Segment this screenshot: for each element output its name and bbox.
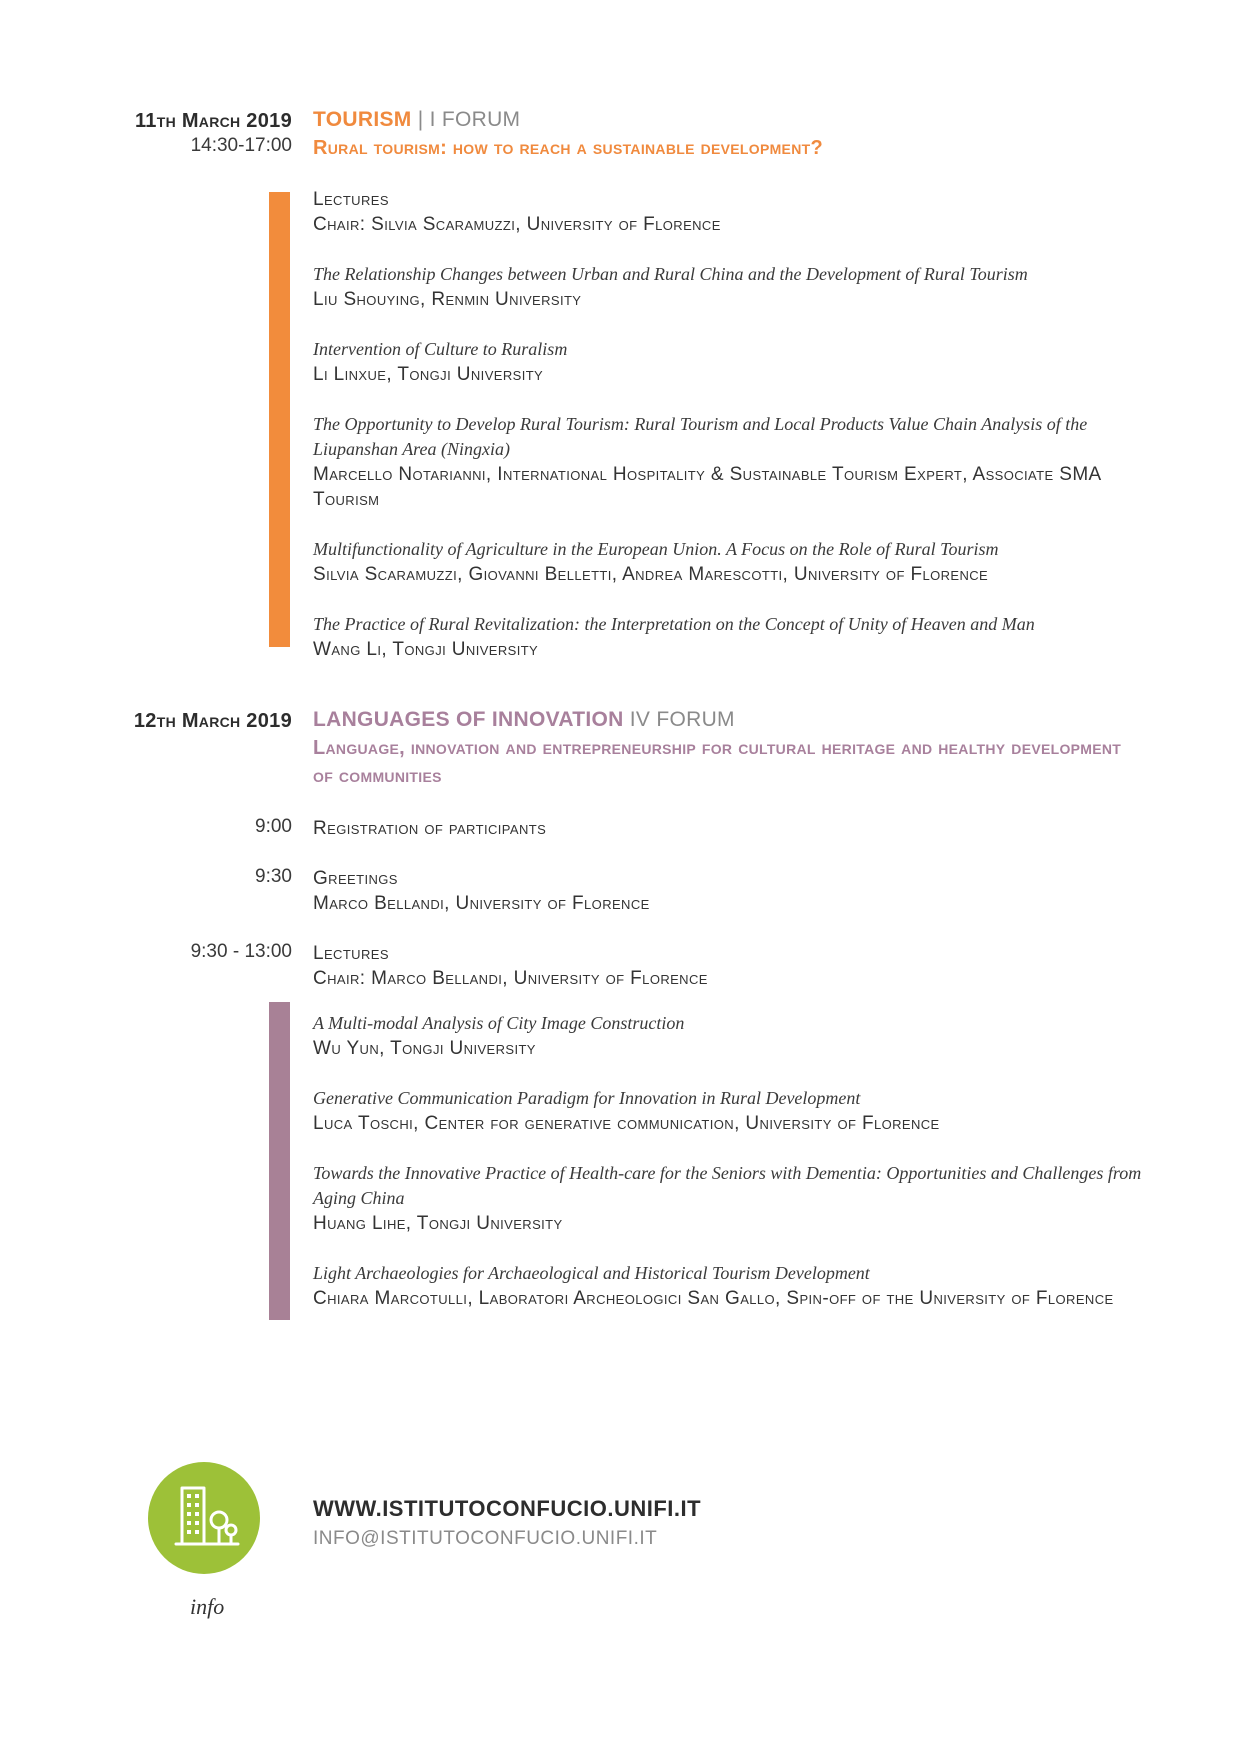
building-tree-icon bbox=[148, 1462, 260, 1574]
email-link[interactable]: INFO@ISTITUTOCONFUCIO.UNIFI.IT bbox=[313, 1528, 658, 1549]
talk-title: Intervention of Culture to Ruralism bbox=[313, 339, 568, 359]
website-link[interactable]: WWW.ISTITUTOCONFUCIO.UNIFI.IT bbox=[313, 1496, 702, 1521]
day2-program bbox=[313, 1011, 1143, 1336]
day2-header bbox=[313, 708, 1143, 790]
day2-accent-bar bbox=[269, 1002, 290, 1320]
day1-forum-name: TOURISM bbox=[313, 108, 412, 131]
talk-item bbox=[313, 612, 1143, 662]
schedule-label: Registration of participants bbox=[313, 818, 547, 839]
talk-item bbox=[313, 1161, 1143, 1236]
talk-item bbox=[313, 262, 1143, 312]
talk-title: Towards the Innovative Practice of Health-care for the Seniors with Dementia: Opportunities and Challenges from Aging China bbox=[313, 1163, 1142, 1208]
day2-date: 12th March 2019 bbox=[133, 710, 292, 732]
day1-lectures-heading: Lectures bbox=[313, 189, 389, 210]
schedule-row bbox=[313, 866, 1143, 916]
talk-item bbox=[313, 1011, 1143, 1061]
day1-time: 14:30-17:00 bbox=[190, 135, 292, 156]
schedule-time: 9:30 - 13:00 bbox=[190, 941, 292, 962]
talk-speaker: Wang Li, Tongji University bbox=[313, 639, 539, 660]
talk-speaker: Luca Toschi, Center for generative communication, University of Florence bbox=[313, 1113, 940, 1134]
talk-title: Multifunctionality of Agriculture in the European Union. A Focus on the Role of Rural Tourism bbox=[313, 539, 999, 559]
info-label: info bbox=[190, 1594, 225, 1619]
day1-date: 11th March 2019 bbox=[134, 110, 292, 132]
talk-item bbox=[313, 1086, 1143, 1136]
talk-item bbox=[313, 537, 1143, 587]
day1-forum-number: | I FORUM bbox=[417, 108, 521, 131]
schedule-detail: Marco Bellandi, University of Florence bbox=[313, 893, 650, 914]
talk-title: Generative Communication Paradigm for Innovation in Rural Development bbox=[313, 1088, 861, 1108]
talk-speaker: Li Linxue, Tongji University bbox=[313, 364, 544, 385]
schedule-detail: Chair: Marco Bellandi, University of Florence bbox=[313, 968, 708, 989]
day1-accent-bar bbox=[269, 192, 290, 647]
talk-title: A Multi-modal Analysis of City Image Construction bbox=[313, 1013, 685, 1033]
day1-forum-title bbox=[313, 108, 1143, 132]
day2-forum-number: IV FORUM bbox=[629, 708, 735, 731]
day2-subtitle: Language, innovation and entrepreneurship for cultural heritage and healthy development of communities bbox=[313, 737, 1122, 787]
talk-speaker: Marcello Notarianni, International Hospitality & Sustainable Tourism Expert, Associate SMA Tourism bbox=[313, 464, 1101, 510]
footer-contacts bbox=[313, 1496, 701, 1550]
talk-title: The Opportunity to Develop Rural Tourism: Rural Tourism and Local Products Value Chain Analysis of the Liupanshan Area (Ningxia) bbox=[313, 414, 1088, 459]
talk-speaker: Huang Lihe, Tongji University bbox=[313, 1213, 563, 1234]
talk-title: Light Archaeologies for Archaeological and Historical Tourism Development bbox=[313, 1263, 870, 1283]
talk-speaker: Chiara Marcotulli, Laboratori Archeologici San Gallo, Spin-off of the University of Florence bbox=[313, 1288, 1114, 1309]
talk-speaker: Liu Shouying, Renmin University bbox=[313, 289, 582, 310]
day1-subtitle: Rural tourism: how to reach a sustainable development? bbox=[313, 137, 823, 159]
schedule-label: Greetings bbox=[313, 868, 398, 889]
talk-speaker: Silvia Scaramuzzi, Giovanni Belletti, Andrea Marescotti, University of Florence bbox=[313, 564, 989, 585]
schedule-row bbox=[313, 941, 1143, 991]
talk-item bbox=[313, 1261, 1143, 1311]
talk-title: The Relationship Changes between Urban and Rural China and the Development of Rural Tourism bbox=[313, 264, 1028, 284]
day1-chair: Chair: Silvia Scaramuzzi, University of Florence bbox=[313, 214, 721, 235]
talk-title: The Practice of Rural Revitalization: the Interpretation on the Concept of Unity of Heaven and Man bbox=[313, 614, 1035, 634]
talk-item bbox=[313, 412, 1143, 512]
schedule-row bbox=[313, 816, 1143, 841]
day2-forum-title bbox=[313, 708, 1143, 732]
day2-date-column bbox=[60, 710, 292, 733]
day1-date-column bbox=[60, 110, 292, 157]
talk-speaker: Wu Yun, Tongji University bbox=[313, 1038, 536, 1059]
day1-program bbox=[313, 187, 1143, 687]
schedule-label: Lectures bbox=[313, 943, 389, 964]
day1-lectures-block bbox=[313, 187, 1143, 237]
schedule-time: 9:30 bbox=[255, 866, 292, 887]
day2-forum-name: LANGUAGES OF INNOVATION bbox=[313, 708, 624, 731]
talk-item bbox=[313, 337, 1143, 387]
day1-header bbox=[313, 108, 1143, 162]
schedule-time: 9:00 bbox=[255, 816, 292, 837]
